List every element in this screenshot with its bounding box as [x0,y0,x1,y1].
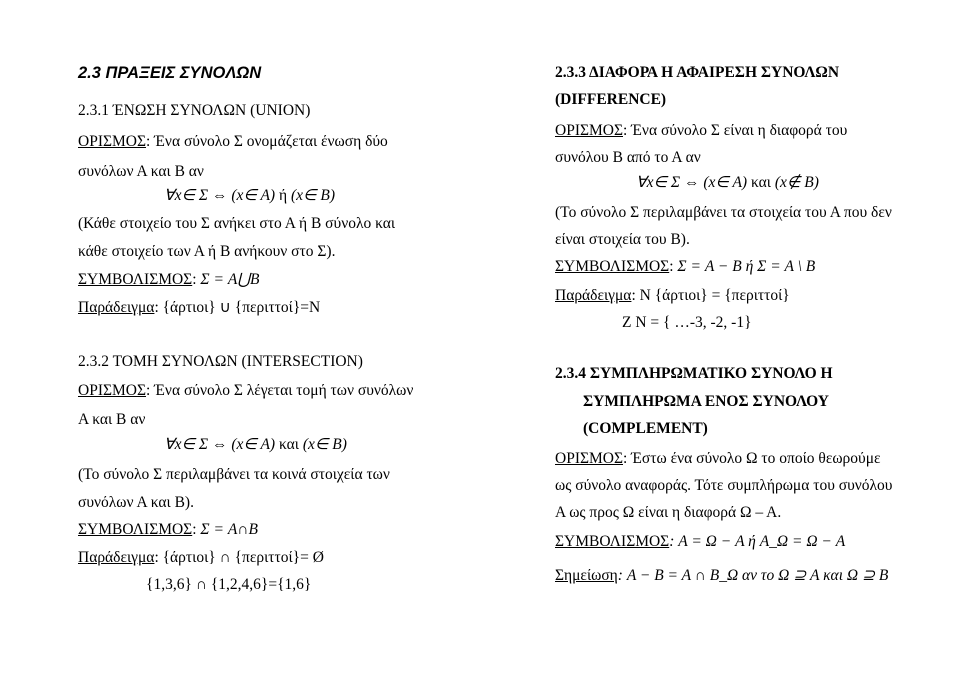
intersection-note-line2: συνόλων Α και Β). [78,494,194,511]
intersection-formula: ∀x∈ Σ ⇔ (x∈ A) και (x∈ B) [164,436,347,453]
difference-heading-line1: 2.3.3 ΔΙΑΦΟΡΑ Η ΑΦΑΙΡΕΣΗ ΣΥΝΟΛΩΝ [555,64,840,81]
union-heading: 2.3.1 ΈΝΩΣΗ ΣΥΝΟΛΩΝ (UNION) [78,102,311,119]
intersection-definition-label: ΟΡΙΣΜΟΣ [78,382,146,399]
complement-note [555,566,888,586]
complement-symbolism-value: : A = Ω − A ή A_Ω = Ω − A [669,533,846,550]
union-formula: ∀x∈ Σ ⇔ (x∈ A) ή (x∈ B) [164,187,336,204]
complement-symbolism [555,532,845,552]
complement-definition-label: ΟΡΙΣΜΟΣ [555,450,623,467]
union-note-line2: κάθε στοιχείο των Α ή Β ανήκουν στο Σ). [78,243,336,260]
union-symbolism-label: ΣΥΜΒΟΛΙΣΜΟΣ [78,271,193,288]
intersection-symbolism-value: Σ = A∩B [200,521,258,538]
difference-definition-line2: συνόλου Β από το Α αν [555,149,701,166]
difference-example-label: Παράδειγμα [555,287,632,304]
complement-note-label: Σημείωση [555,567,618,584]
union-definition-line2: συνόλων Α και Β αν [78,163,204,180]
intersection-symbolism: ΣΥΜΒΟΛΙΣΜΟΣ: Σ = A∩B [78,521,258,538]
difference-symbolism-label: ΣΥΜΒΟΛΙΣΜΟΣ [555,258,670,275]
union-example: Παράδειγμα: {άρτιοι} ∪ {περιττοί}=Ν [78,299,321,316]
intersection-definition-line1: ΟΡΙΣΜΟΣ: Ένα σύνολο Σ λέγεται τομή των συνόλων [78,382,414,399]
intersection-definition-line2: Α και Β αν [78,411,146,428]
complement-symbolism-label: ΣΥΜΒΟΛΙΣΜΟΣ [555,533,670,550]
difference-example: Παράδειγμα: Ν {άρτιοι} = {περιττοί} [555,287,790,304]
union-symbolism-value: Σ = A⋃B [200,271,260,288]
difference-note-line1: (Το σύνολο Σ περιλαμβάνει τα στοιχεία του Α που δεν [555,204,892,221]
intersection-example-line2: {1,3,6} ∩ {1,2,4,6}={1,6} [146,576,312,593]
difference-symbolism-value: Σ = A − B ή Σ = A \ B [677,258,816,275]
intersection-symbolism-label: ΣΥΜΒΟΛΙΣΜΟΣ [78,521,193,538]
intersection-example: Παράδειγμα: {άρτιοι} ∩ {περιττοί}= Ø [78,549,324,566]
complement-note-value: : A − B = A ∩ B_Ω αν το Ω ⊇ A και Ω ⊇ B [617,567,889,584]
union-definition-label: ΟΡΙΣΜΟΣ [78,133,146,150]
intersection-note-line1: (Το σύνολο Σ περιλαμβάνει τα κοινά στοιχεία των [78,466,390,483]
complement-definition-line1: ΟΡΙΣΜΟΣ: Έστω ένα σύνολο Ω το οποίο θεωρούμε [555,450,881,467]
difference-definition-label: ΟΡΙΣΜΟΣ [555,122,623,139]
complement-heading-line3: (COMPLEMENT) [583,420,708,437]
intersection-example-label: Παράδειγμα [78,549,155,566]
difference-formula: ∀x∈ Σ ⇔ (x∈ A) και (x∉ B) [636,174,819,191]
difference-example-line2: Ζ Ν = { …-3, -2, -1} [622,314,752,331]
union-definition-line1: ΟΡΙΣΜΟΣ: Ένα σύνολο Σ ονομάζεται ένωση δύο [78,133,388,150]
intersection-heading: 2.3.2 ΤΟΜΗ ΣΥΝΟΛΩΝ (INTERSECTION) [78,353,363,370]
complement-heading-line2: ΣΥΜΠΛΗΡΩΜΑ ΕΝΟΣ ΣΥΝΟΛΟΥ [583,393,830,410]
complement-definition-line3: Α ως προς Ω είναι η διαφορά Ω – Α. [555,504,782,521]
complement-definition-line2: ως σύνολο αναφοράς. Τότε συμπλήρωμα του συνόλου [555,477,893,494]
difference-symbolism: ΣΥΜΒΟΛΙΣΜΟΣ: Σ = A − B ή Σ = A \ B [555,258,816,275]
difference-definition-line1: ΟΡΙΣΜΟΣ: Ένα σύνολο Σ είναι η διαφορά του [555,122,848,139]
union-note-line1: (Κάθε στοιχείο του Σ ανήκει στο Α ή Β σύνολο και [78,215,396,232]
difference-note-line2: είναι στοιχεία του Β). [555,231,690,248]
difference-heading-line2: (DIFFERENCE) [555,91,667,108]
union-example-label: Παράδειγμα [78,299,155,316]
union-symbolism: ΣΥΜΒΟΛΙΣΜΟΣ: Σ = A⋃B [78,271,260,288]
complement-heading-line1: 2.3.4 ΣΥΜΠΛΗΡΩΜΑΤΙΚΟ ΣΥΝΟΛΟ Η [555,365,833,382]
page-title: 2.3 ΠΡΑΞΕΙΣ ΣΥΝΟΛΩΝ [78,64,262,82]
